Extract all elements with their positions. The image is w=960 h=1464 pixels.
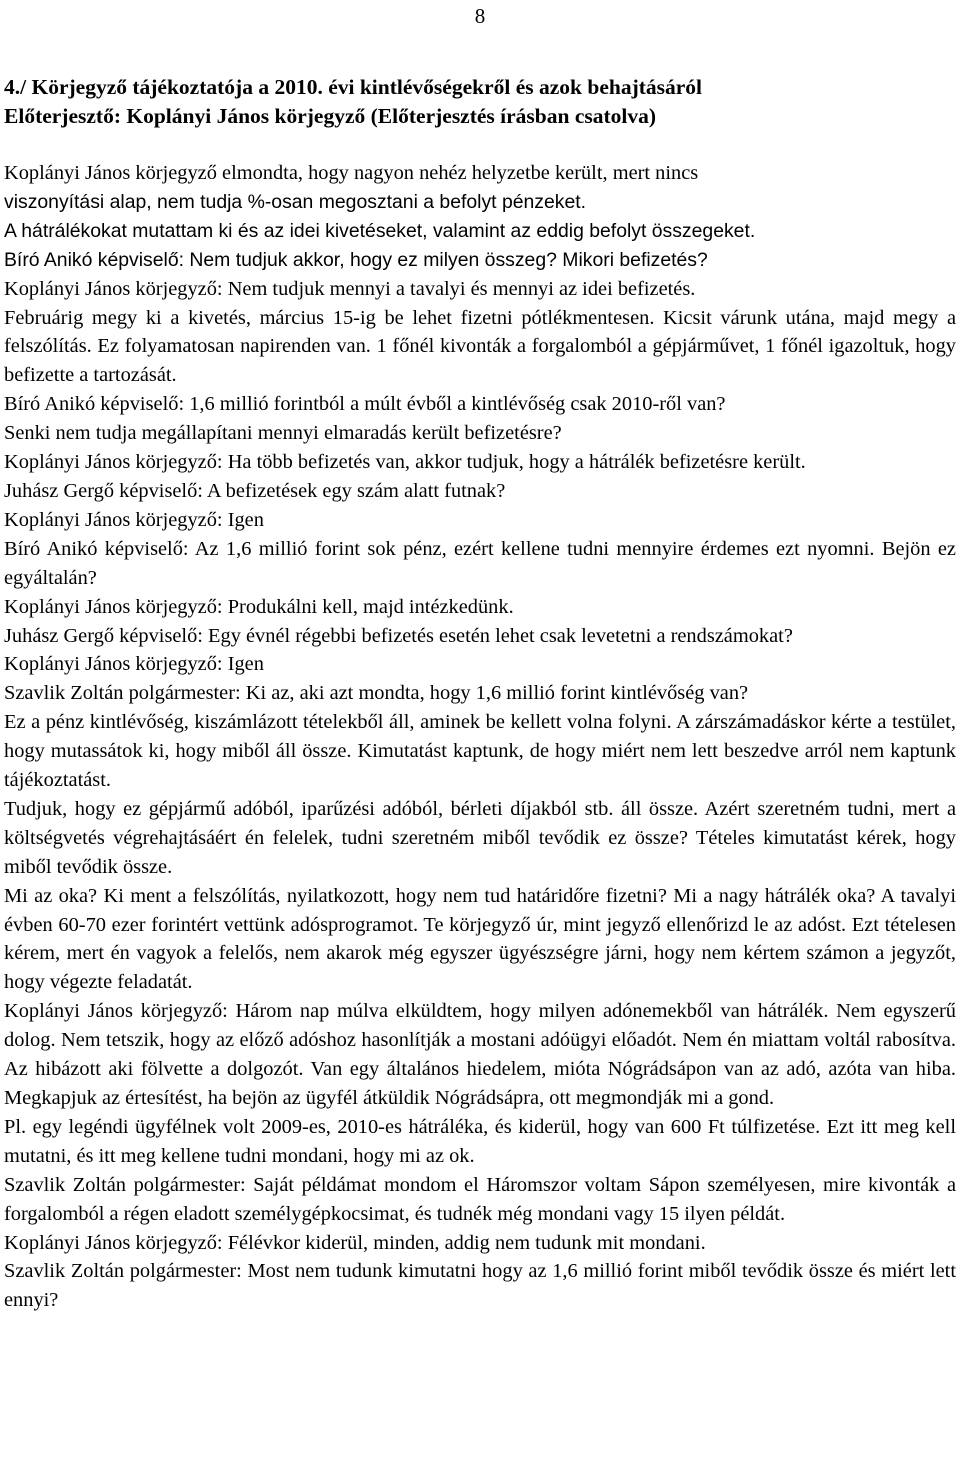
paragraph: Szavlik Zoltán polgármester: Ki az, aki azt mondta, hogy 1,6 millió forint kintlévőség van? bbox=[4, 682, 749, 705]
paragraph: Bíró Anikó képviselő: Nem tudjuk akkor, hogy ez milyen összeg? Mikori befizetés? bbox=[4, 248, 708, 271]
paragraph: Ez a pénz kintlévőség, kiszámlázott tételekből áll, aminek be kellett volna folyni. A zárszámadáskor kérte a testület, hogy mutassátok ki, hogy miből áll össze. Kimutatást kaptunk, de hogy miért nem lett beszedve arról nem kaptunk tájékoztatást. bbox=[4, 711, 956, 792]
paragraph: Bíró Anikó képviselő: 1,6 millió forintból a múlt évből a kintlévőség csak 2010-ről van? bbox=[4, 393, 726, 416]
paragraph: Koplányi János körjegyző: Igen bbox=[4, 508, 264, 531]
paragraph: Koplányi János körjegyző: Félévkor kiderül, minden, addig nem tudunk mit mondani. bbox=[4, 1231, 706, 1254]
paragraph: Szavlik Zoltán polgármester: Saját példámat mondom el Háromszor voltam Sápon személyesen, mire kivonták a forgalomból a régen eladott személygépkocsimat, és tudnék még mondani vagy 15 ilyen példát. bbox=[4, 1173, 956, 1225]
paragraph: Senki nem tudja megállapítani mennyi elmaradás került befizetésre? bbox=[4, 422, 562, 445]
paragraph: Pl. egy legéndi ügyfélnek volt 2009-es, 2010-es hátráléka, és kiderül, hogy van 600 Ft túlfizetése. Ezt itt meg kell mutatni, és itt meg kellene tudni mondani, hogy mi az ok. bbox=[4, 1115, 956, 1167]
paragraph: Koplányi János körjegyző elmondta, hogy nagyon nehéz helyzetbe került, mert nincs bbox=[4, 162, 699, 184]
paragraph: Koplányi János körjegyző: Három nap múlva elküldtem, hogy milyen adónemekből van hátrálék. Nem egyszerű dolog. Nem tetszik, hogy az előző adóshoz hasonlítják a mostani adóügyi előadót. Nem én miattam voltál rabosítva. Az hibázott aki fölvette a dolgozót. Van egy általános hiedelem, mióta Nógrádsápon van az adó, azóta van hiba. Megkapjuk az értesítést, ha bejön az ügyfél átküldik Nógrádsápra, ott megmondják mi a gond. bbox=[4, 1000, 956, 1109]
paragraph: Koplányi János körjegyző: Ha több befizetés van, akkor tudjuk, hogy a hátrálék befizetésre került. bbox=[4, 451, 806, 474]
agenda-item-presenter: Előterjesztő: Koplányi János körjegyző (Előterjesztés írásban csatolva) bbox=[4, 104, 657, 128]
agenda-item-title: 4./ Körjegyző tájékoztatója a 2010. évi kintlévőségekről és azok behajtásáról bbox=[4, 75, 703, 99]
paragraph: Bíró Anikó képviselő: Az 1,6 millió forint sok pénz, ezért kellene tudni mennyire érdemes ezt nyomni. Bejön ez egyáltalán? bbox=[4, 537, 956, 589]
paragraph: A hátrálékokat mutattam ki és az idei kivetéseket, valamint az eddig befolyt összegeket. bbox=[4, 219, 756, 242]
document-page bbox=[4, 73, 956, 1315]
paragraph: Koplányi János körjegyző: Produkálni kell, majd intézkedünk. bbox=[4, 595, 514, 618]
paragraph: Februárig megy ki a kivetés, március 15-ig be lehet fizetni pótlékmentesen. Kicsit várunk utána, majd megy a felszólítás. Ez folyamatosan napirenden van. 1 főnél kivonták a forgalomból a gépjárművet, 1 főnél igazoltuk, hogy befizette a tartozását. bbox=[4, 306, 956, 387]
paragraph: Tudjuk, hogy ez gépjármű adóból, iparűzési adóból, bérleti díjakból stb. áll össze. Azért szeretném tudni, mert a költségvetés végrehajtásáért én felelek, tudni szeretném miből tevődik ez össze? Tételes kimutatást kérek, hogy miből tevődik össze. bbox=[4, 797, 956, 878]
paragraph: Mi az oka? Ki ment a felszólítás, nyilatkozott, hogy nem tud határidőre fizetni? Mi a nagy hátrálék oka? A tavalyi évben 60-70 ezer forintért vettünk adósprogramot. Te körjegyző úr, mint jegyző ellenőrizd le az adóst. Ezt tételesen kérem, mert én vagyok a felelős, nem akarok még egyszer ügyészségre járni, hogy nem kértem számon a jegyzőt, hogy végezte feladatát. bbox=[4, 884, 956, 994]
paragraph: Koplányi János körjegyző: Igen bbox=[4, 653, 264, 676]
paragraph: Szavlik Zoltán polgármester: Most nem tudunk kimutatni hogy az 1,6 millió forint miből tevődik össze és miért lett ennyi? bbox=[4, 1260, 956, 1312]
paragraph: Juhász Gergő képviselő: Egy évnél régebbi befizetés esetén lehet csak levetetni a rendszámokat? bbox=[4, 624, 793, 647]
paragraph: viszonyítási alap, nem tudja %-osan megosztani a befolyt pénzeket. bbox=[4, 190, 587, 213]
paragraph: Koplányi János körjegyző: Nem tudjuk mennyi a tavalyi és mennyi az idei befizetés. bbox=[4, 277, 696, 300]
spacer bbox=[4, 131, 956, 159]
paragraph: Juhász Gergő képviselő: A befizetések egy szám alatt futnak? bbox=[4, 479, 506, 502]
page-number: 8 bbox=[474, 4, 486, 28]
